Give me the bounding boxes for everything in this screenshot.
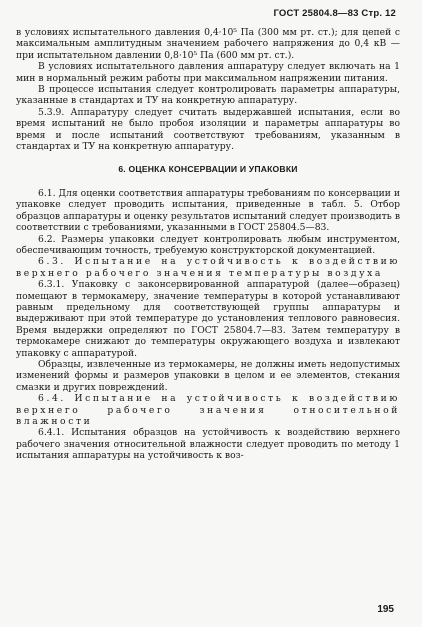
subheading-6-4: 6.4. Испытание на устойчивость к воздействию верхнего рабочего значения относительной влажности [16, 393, 400, 427]
paragraph-6-2: 6.2. Размеры упаковки следует контролировать любым инструментом, обеспечивающим точность, требуемую конструкторской документацией. [16, 233, 400, 256]
paragraph-6-1: 6.1. Для оценки соответствия аппаратуры требованиям по консервации и упаковке следует проводить испытания, приведенные в табл. 5. Отбор образцов аппаратуры и оценку результатов испытаний следует производить в соответствии с требованиями, указанными в ГОСТ 25804.5—83. [16, 187, 400, 234]
page-number: 195 [377, 604, 394, 615]
paragraph-6-4-1: 6.4.1. Испытания образцов на устойчивость к воздействию верхнего рабочего значения относительной влажности следует проводить по методу 1 испытания аппаратуры на устойчивость к воз- [16, 427, 400, 462]
page-header: ГОСТ 25804.8—83 Стр. 12 [273, 8, 396, 19]
paragraph-5-3-9: 5.3.9. Аппаратуру следует считать выдержавшей испытания, если во время испытаний не было пробоя изоляции и параметры аппаратуры во время и после испытаний соответствуют требованиям, указанным в стандартах и ТУ на конкретную аппаратуру. [16, 106, 400, 153]
paragraph-switch-on: В условиях испытательного давления аппаратуру следует включать на 1 мин в нормальный режим работы при максимальном напряжении питания. [16, 61, 400, 84]
subheading-6-3: 6.3. Испытание на устойчивость к воздействию верхнего рабочего значения температуры воздуха [16, 256, 400, 279]
paragraph-6-3-1: 6.3.1. Упаковку с законсервированной аппаратурой (далее—образец) помещают в термокамеру, значение температуры в которой устанавливают равным предельному для соответствующей группы аппаратуры и выдерживают при этой температуре до установления теплового равновесия. Время выдержки определяют по ГОСТ 25804.7—83. Затем температуру в термокамере снижают до температуры окружающего воздуха и извлекают упаковку с аппаратурой. [16, 279, 400, 359]
paragraph-pressure-conditions: в условиях испытательного давления 0,4·10⁵ Па (300 мм рт. ст.); для цепей с максимальным амплитудным значением рабочего напряжения до 0,4 кВ — при испытательном давлении 0,8·10⁵ Па (600 мм рт. ст.). [16, 27, 400, 61]
document-body [16, 27, 400, 462]
paragraph-samples: Образцы, извлеченные из термокамеры, не должны иметь недопустимых изменений формы и размеров упаковки в целом и ее элементов, стекания смазки и других повреждений. [16, 358, 400, 393]
section-heading: 6. ОЦЕНКА КОНСЕРВАЦИИ И УПАКОВКИ [118, 164, 298, 175]
paragraph-control-parameters: В процессе испытания следует контролировать параметры аппаратуры, указанные в стандартах и ТУ на конкретную аппаратуру. [16, 84, 400, 107]
